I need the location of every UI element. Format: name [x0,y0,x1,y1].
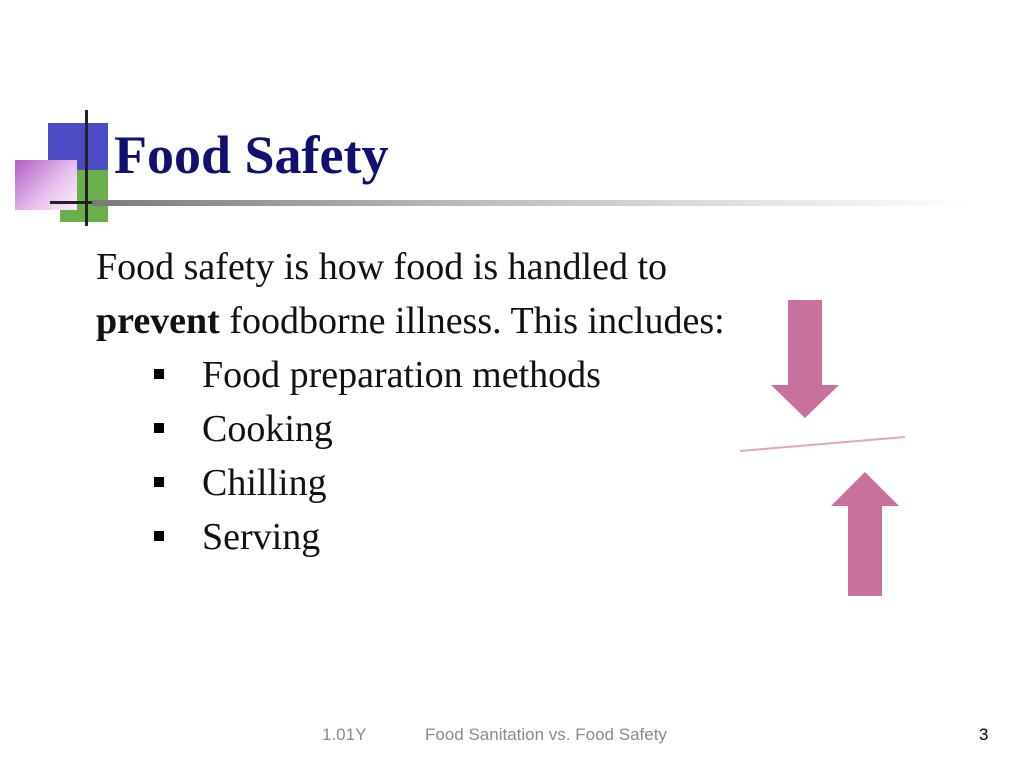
square-bullet-icon [154,477,164,487]
up-arrow-icon [831,472,899,596]
down-arrow-icon [771,300,839,418]
intro-emphasis: prevent [96,300,220,342]
slide-title: Food Safety [114,125,389,185]
square-bullet-icon [154,423,164,433]
intro-text-end: foodborne illness. This includes: [219,300,725,342]
arrows-graphic [735,295,915,600]
bullet-item [96,402,756,456]
bullet-label: Food preparation methods [202,354,601,396]
page-number: 3 [979,725,989,744]
bullet-label: Chilling [202,462,327,504]
square-bullet-icon [154,531,164,541]
intro-paragraph [96,240,756,348]
divider-line-icon [740,437,905,451]
bullet-list [96,348,756,564]
slide-body [96,240,756,564]
vertical-line [85,110,88,226]
title-underline [92,200,972,206]
square-bullet-icon [154,369,164,379]
bullet-item [96,510,756,564]
footer-title: Food Sanitation vs. Food Safety [425,725,667,744]
intro-text-start: Food safety is how food is handled to [96,246,668,288]
slide-footer [0,722,1024,752]
footer-code: 1.01Y [322,725,367,744]
bullet-item [96,456,756,510]
bullet-label: Cooking [202,408,333,450]
bullet-label: Serving [202,516,321,558]
bullet-item [96,348,756,402]
